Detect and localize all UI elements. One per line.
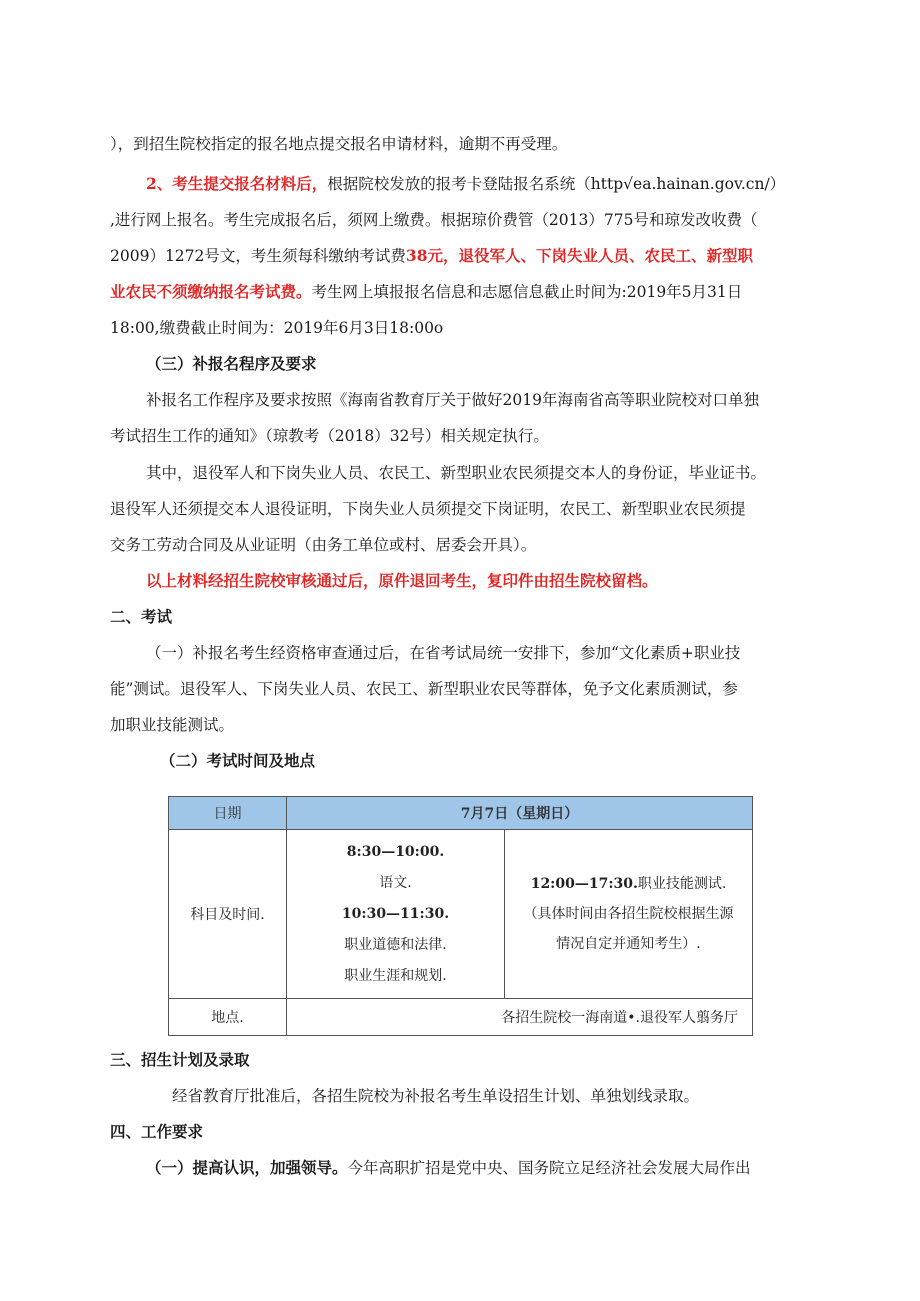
session-time: 8:30—10:00. [346,843,445,860]
text-span: 根据院校发放的报考卡登陆报名系统（http√ea.hainan.gov.cn∕） [327,175,786,193]
text-span: 考生网上填报报名信息和志愿信息截止时间为:2019年5月31日 [311,283,743,301]
section-heading: （三）补报名程序及要求 [146,355,317,373]
table-row [169,830,753,999]
bold-lead: （一）提高认识，加强领导。 [146,1159,348,1177]
paragraph-line: 加职业技能测试。 [110,716,235,734]
paragraph-line: ,进行网上报名。考生完成报名后，须网上缴费。根据琼价费管（2013）775号和琼发改收费（ [110,211,758,229]
afternoon-line [505,869,752,899]
afternoon-session-cell [505,830,753,999]
paragraph-line: 交务工劳动合同及从业证明（由务工单位或村、居委会开具）。 [110,536,537,554]
text-span: 今年高职扩招是党中央、国务院立足经济社会发展大局作出 [347,1159,751,1177]
paragraph-line: 经省教育厅批准后，各招生院校为补报名考生单设招生计划、单独划线录取。 [172,1087,700,1105]
section-heading: （二）考试时间及地点 [160,752,316,770]
paragraph-line: 补报名工作程序及要求按照《海南省教育厅关于做好2019年海南省高等职业院校对口单独 [146,391,759,409]
section-heading: 四、工作要求 [110,1123,204,1141]
paragraph-line [110,246,820,266]
table-row [169,797,753,830]
session-time: 10:30—11:30. [341,905,450,922]
session-subject: 语文. [379,874,412,891]
session-subject: 职业生涯和规划. [344,967,447,984]
date-value-cell: 7月7日（星期日） [287,797,753,830]
session-subject: 职业道德和法律. [344,936,447,953]
highlight-text: 业农民不须缴纳报名考试费。 [110,282,312,301]
paragraph-line: ），到招生院校指定的报名地点提交报名申请材料，逾期不再受理。 [110,135,568,153]
text-span: 2009）1272号文，考生须每科缴纳考试费 [110,247,406,265]
morning-session-cell [287,830,505,999]
highlight-text: 退役军人、下岗失业人员、农民工、新型职 [458,246,753,265]
paragraph-line: 能”测试。退役军人、下岗失业人员、农民工、新型职业农民等群体，免予文化素质测试，参 [110,680,738,698]
session-note: （具体时间由各招生院校根据生源 [523,906,734,922]
table-row [169,999,753,1036]
location-value-cell: 各招生院校一海南道•.退役军人翦务厅 [287,999,753,1036]
fee-amount: 38元， [405,246,459,265]
date-label-cell: 日期 [169,797,287,830]
session-subject: 职业技能测试. [637,876,727,892]
paragraph-line [110,282,820,302]
session-time: 12:00—17:30. [530,876,638,892]
location-label-cell: 地点. [169,999,287,1036]
highlight-paragraph: 以上材料经招生院校审核通过后，原件退回考生，复印件由招生院校留档。 [146,572,658,590]
paragraph-line: 退役军人还须提交本人退役证明，下岗失业人员须提交下岗证明，农民工、新型职业农民须提 [110,500,746,518]
exam-schedule-table [168,796,753,1036]
paragraph-line: 18:00,缴费截止时间为：2019年6月3日18:00o [110,319,444,337]
section-heading: 二、考试 [110,608,173,626]
paragraph-line [146,1158,820,1178]
paragraph-line: （一）补报名考生经资格审查通过后，在省考试局统一安排下，参加“文化素质+职业技 [146,644,741,662]
paragraph-line: 其中，退役军人和下岗失业人员、农民工、新型职业农民须提交本人的身份证，毕业证书。 [146,464,767,482]
subject-label-cell: 科目及时间. [169,830,287,999]
paragraph-line [146,174,820,194]
highlight-text: 2、考生提交报名材料后， [146,174,328,193]
session-note: 情况自定并通知考生）. [556,936,701,952]
paragraph-line: 考试招生工作的通知》（琼教考（2018）32号）相关规定执行。 [110,427,549,445]
section-heading: 三、招生计划及录取 [110,1051,250,1069]
